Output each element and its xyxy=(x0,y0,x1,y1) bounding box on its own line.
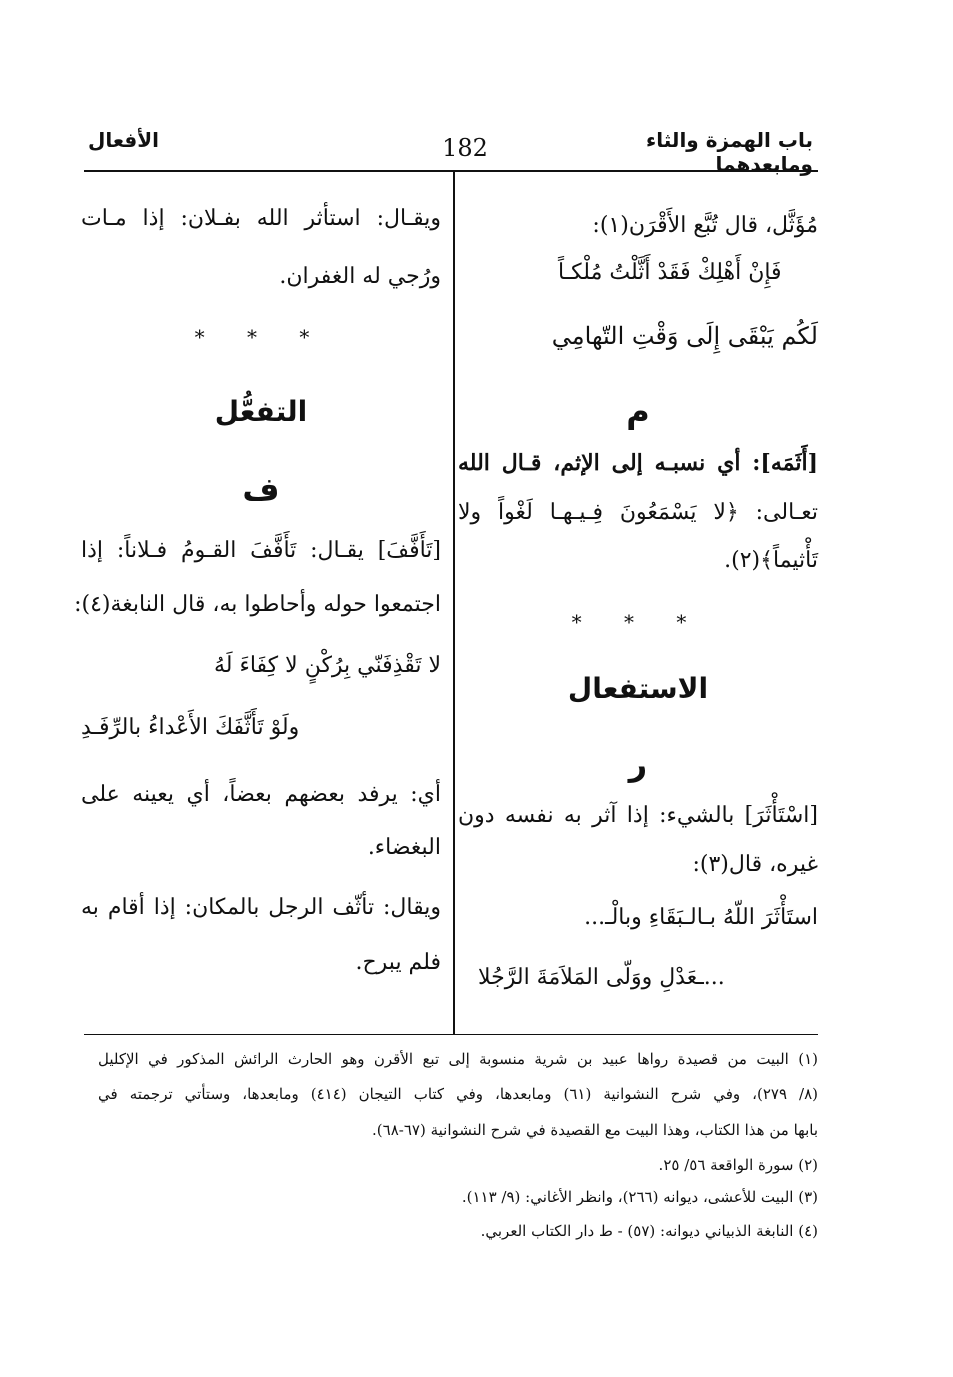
header-rule xyxy=(84,170,818,172)
footnote-1-line-3: بابها من هذا الكتاب، وهذا البيت مع القصيدة في شرح النشوانية (٦٧-٦٨). xyxy=(372,1121,818,1139)
yuqal-line-2: فلم يبرح. xyxy=(355,950,441,975)
section-title-tafaul: التفعُّل xyxy=(214,395,308,428)
right-col-verse-3: استَأْثَرَ اللّهُ بـالـبَقَاءِ وبالْـ... xyxy=(584,905,818,930)
letter-ra: ر xyxy=(628,745,648,783)
divider-stars-left: * * * xyxy=(194,325,328,349)
yuqal-line-1: ويقال: تأثّف الرجل بالمكان: إذا أقام به xyxy=(81,895,441,920)
left-col-line-1: ويقـال: استأثر الله بفـلان: إذا مـات xyxy=(81,206,441,231)
taaffaf-line-1: [تَأَفَّفَ] يقـال: تَأَفَّفَ القـومُ فـلاناً: إذا xyxy=(81,538,441,563)
page-number: 182 xyxy=(442,134,488,162)
section-heading: الأفعال xyxy=(88,128,159,152)
athmahu-line-2: تعـالى: ﴿لا يَسْمَعُونَ فِـيـهـا لَغْواً ولا xyxy=(458,500,818,525)
letter-mim: م xyxy=(626,392,650,430)
left-col-line-2: ورُجي له الغفران. xyxy=(279,264,441,289)
footnote-4: (٤) النابغة الذبياني ديوانه: (٥٧) - ط دار الكتاب العربي. xyxy=(480,1222,818,1240)
meaning-line-2: البغضاء. xyxy=(367,835,441,860)
taaffaf-line-2: اجتمعوا حوله وأحاطوا به، قال النابغة(٤): xyxy=(74,592,441,617)
footnote-2: (٢) سورة الواقعة ٥٦/ ٢٥. xyxy=(658,1156,818,1174)
right-col-line-1: مُؤَثَّل، قال تُبَّع الأَقْرَن(١): xyxy=(592,213,818,238)
istathar-line-2: غيره، قال(٣): xyxy=(692,852,818,877)
chapter-heading: باب الهمزة والثاء ومابعدهما xyxy=(646,128,813,176)
column-divider xyxy=(453,172,455,1034)
section-title-istifal: الاستفعال xyxy=(567,672,709,705)
right-col-verse-2: لَكُم يَبْقَى إِلَى وَقْتِ التّهامِي xyxy=(551,322,818,350)
left-col-verse-1: لا تَقْذِفَنّي بِرُكْنٍ لا كِفَاءَ لَهُ xyxy=(214,653,441,678)
letter-fa: ف xyxy=(242,470,280,508)
footnote-rule xyxy=(84,1034,818,1035)
right-col-verse-1: فَإِنْ أَهْلِكْ فَقَدْ أَثَّلْتُ مُلْكـاً xyxy=(558,260,782,285)
athmahu-line-3: تَأْثيماً﴾(٢). xyxy=(724,548,818,573)
footnote-1-line-2: (٨/ ٢٧٩)، وفي شرح النشوانية (٦١) ومابعدها، وفي كتاب التيجان (٤١٤) ومابعدها، وستأتي ترجمته في xyxy=(98,1085,818,1103)
footnote-3: (٣) البيت للأعشى، ديوانه (٢٦٦)، وانظر الأغاني: (٩/ ١١٣). xyxy=(461,1188,818,1206)
meaning-line-1: أي: يرفد بعضهم بعضاً، أي يعينه على xyxy=(81,782,441,807)
istathar-line-1: [اسْتَأْثَرَ] بالشيء: إذا آثر به نفسه دون xyxy=(458,803,818,828)
right-col-verse-4: ...ـعَدْلِ ووَلّى المَلاَمَةَ الرَّجُلا xyxy=(478,965,725,990)
athmahu-text-1: [أَثَمَه]: أي نسبـه إلى الإثم، قـال الله xyxy=(458,450,818,476)
left-col-verse-2: ولَوْ تَأَثَّفَكَ الأَعْداءُ بالرِّفَـدِ xyxy=(81,715,300,740)
footnote-1-line-1: (١) البيت من قصيدة رواها عبيد بن شرية منسوبة إلى تبع الأقرن وهو الحارث الرائش المذكور في الإكليل xyxy=(98,1050,818,1068)
athmahu-line-1 xyxy=(458,450,818,477)
divider-stars-right: * * * xyxy=(571,610,705,634)
